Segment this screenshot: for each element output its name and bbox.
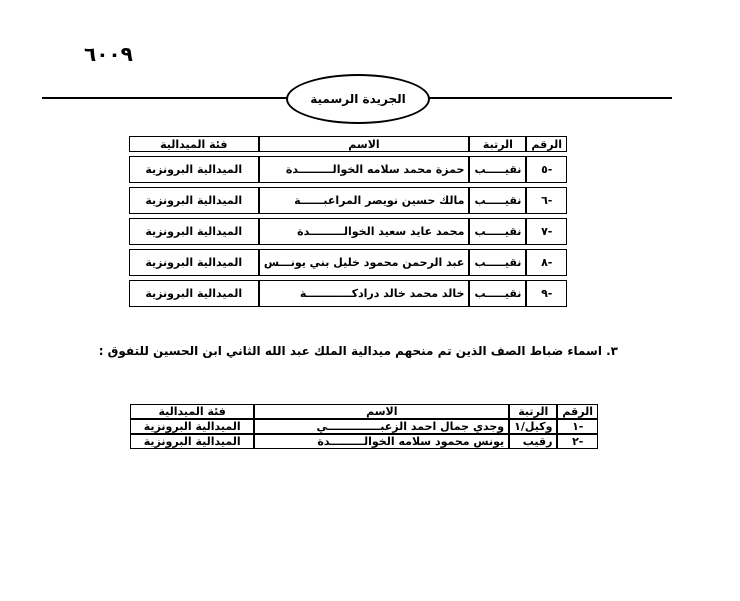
row-num: -١ (557, 419, 598, 434)
row-class: الميدالية البرونزية (129, 156, 259, 183)
medal-table-ncos (130, 404, 598, 449)
row-name: محمد عايد سعيد الخوالـــــــــدة (259, 218, 470, 245)
header-rank: الرتبة (509, 404, 557, 419)
row-name: حمزة محمد سلامه الخوالـــــــــدة (259, 156, 470, 183)
row-rank: نقيـــــب (469, 249, 526, 276)
table-header-row (129, 136, 567, 152)
medal-table-officers (129, 136, 567, 307)
row-num: -٨ (526, 249, 567, 276)
header-num: الرقم (526, 136, 567, 152)
row-name: يونس محمود سلامه الخوالـــــــــدة (254, 434, 509, 449)
row-num: -٥ (526, 156, 567, 183)
row-class: الميدالية البرونزية (130, 434, 254, 449)
header-num: الرقم (557, 404, 598, 419)
header-class: فئة الميدالية (130, 404, 254, 419)
row-rank: نقيـــــب (469, 280, 526, 307)
row-rank: رقيب (509, 434, 557, 449)
row-name: مالك حسين نويصر المراعبــــــة (259, 187, 470, 214)
row-num: -٩ (526, 280, 567, 307)
row-class: الميدالية البرونزية (130, 419, 254, 434)
row-rank: وكيل/١ (509, 419, 557, 434)
table-row (129, 280, 567, 307)
row-num: -٧ (526, 218, 567, 245)
row-num: -٢ (557, 434, 598, 449)
row-name: خالد محمد خالد درادكــــــــــــة (259, 280, 470, 307)
page-number: ٦٠٠٩ (84, 42, 133, 66)
row-class: الميدالية البرونزية (129, 218, 259, 245)
row-rank: نقيـــــب (469, 156, 526, 183)
row-num: -٦ (526, 187, 567, 214)
table-row (129, 218, 567, 245)
section-heading-nco: ٣. اسماء ضباط الصف الذين تم منحهم ميدالية الملك عبد الله الثاني ابن الحسين للتفوق : (98, 344, 618, 358)
table-row (129, 187, 567, 214)
row-class: الميدالية البرونزية (129, 187, 259, 214)
header-rank: الرتبة (469, 136, 526, 152)
row-rank: نقيـــــب (469, 218, 526, 245)
header-name: الاسم (254, 404, 509, 419)
table-row (130, 434, 598, 449)
row-name: عبد الرحمن محمود خليل بني يونـــس (259, 249, 470, 276)
table-row (129, 156, 567, 183)
row-name: وجدي جمال احمد الزعبــــــــــــــي (254, 419, 509, 434)
row-rank: نقيـــــب (469, 187, 526, 214)
header-class: فئة الميدالية (129, 136, 259, 152)
row-class: الميدالية البرونزية (129, 249, 259, 276)
table-header-row (130, 404, 598, 419)
table-row (130, 419, 598, 434)
header-name: الاسم (259, 136, 470, 152)
gazette-title: الجريدة الرسمية (310, 92, 406, 106)
gazette-title-oval (286, 74, 430, 124)
table-row (129, 249, 567, 276)
row-class: الميدالية البرونزية (129, 280, 259, 307)
